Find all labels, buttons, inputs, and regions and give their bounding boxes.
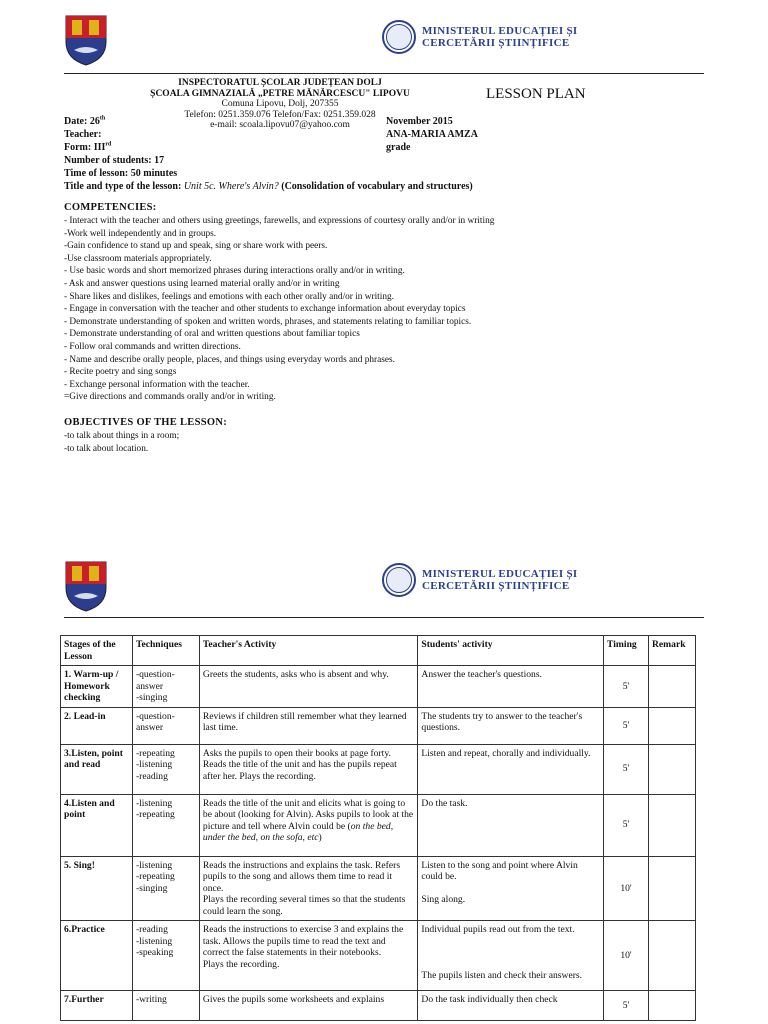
header-divider bbox=[64, 617, 704, 618]
stage-cell: 3.Listen, point and read bbox=[61, 744, 133, 794]
timing-cell: 5' bbox=[604, 744, 649, 794]
techniques-cell: -question-answer -singing bbox=[132, 666, 199, 708]
competency-item: - Ask and answer questions using learned material orally and/or in writing bbox=[64, 278, 340, 289]
competency-item: - Engage in conversation with the teacher and other students to exchange information about everyday topics bbox=[64, 304, 466, 315]
column-header: Techniques bbox=[132, 636, 199, 666]
competency-item: =Give directions and commands orally and/or in writing. bbox=[64, 392, 276, 403]
date-value: November 2015 bbox=[386, 116, 453, 127]
stage-cell: 4.Listen and point bbox=[61, 794, 133, 856]
remark-cell bbox=[648, 991, 695, 1021]
students-activity-cell: Do the task individually then check bbox=[418, 991, 604, 1021]
ministry-name-line1: MINISTERUL EDUCAȚIEI ȘI bbox=[422, 568, 578, 580]
table-row bbox=[61, 921, 696, 991]
table-row bbox=[61, 856, 696, 921]
table-row bbox=[61, 666, 696, 708]
students-activity-cell: The students try to answer to the teacher's questions. bbox=[418, 707, 604, 744]
form-label: Form: IIIrd bbox=[64, 141, 112, 153]
teacher-activity-cell: Reads the instructions to exercise 3 and explains the task. Allows the pupils time to read the text and correct the false statements in their notebooks. Plays the recording. bbox=[199, 921, 418, 991]
ministry-logo bbox=[382, 563, 577, 597]
timing-cell: 10' bbox=[604, 921, 649, 991]
techniques-cell: -writing bbox=[132, 991, 199, 1021]
ministry-logo bbox=[382, 20, 577, 54]
ministry-seal-icon bbox=[382, 20, 416, 54]
competencies-heading: COMPETENCIES: bbox=[64, 202, 157, 213]
column-header: Teacher's Activity bbox=[199, 636, 418, 666]
competency-item: - Exchange personal information with the teacher. bbox=[64, 379, 250, 390]
table-row bbox=[61, 991, 696, 1021]
ministry-seal-icon bbox=[382, 563, 416, 597]
column-header: Timing bbox=[604, 636, 649, 666]
techniques-cell: -question-answer bbox=[132, 707, 199, 744]
column-header: Remark bbox=[648, 636, 695, 666]
competency-item: -Gain confidence to stand up and speak, sing or share work with peers. bbox=[64, 241, 328, 252]
competency-item: -Work well independently and in groups. bbox=[64, 228, 217, 239]
column-header: Students' activity bbox=[418, 636, 604, 666]
competency-item: - Recite poetry and sing songs bbox=[64, 367, 177, 378]
competency-item: - Demonstrate understanding of spoken and written words, phrases, and statements relating to familiar topics. bbox=[64, 316, 472, 327]
techniques-cell: -reading -listening -speaking bbox=[132, 921, 199, 991]
remark-cell bbox=[648, 744, 695, 794]
teacher-label: Teacher: bbox=[64, 129, 102, 140]
teacher-activity-cell: Greets the students, asks who is absent and why. bbox=[199, 666, 418, 708]
page-title: LESSON PLAN bbox=[486, 86, 586, 102]
table-row bbox=[61, 744, 696, 794]
lesson-title: Title and type of the lesson: Unit 5c. Where's Alvin? (Consolidation of vocabulary and structures) bbox=[64, 181, 473, 192]
stage-cell: 1. Warm-up / Homework checking bbox=[61, 666, 133, 708]
timing-cell: 5' bbox=[604, 794, 649, 856]
competency-item: - Use basic words and short memorized phrases during interactions orally and/or in writing. bbox=[64, 266, 405, 277]
teacher-value: ANA-MARIA AMZA bbox=[386, 129, 478, 140]
competency-item: - Interact with the teacher and others using greetings, farewells, and expressions of courtesy orally and/or in writing bbox=[64, 216, 495, 226]
competencies-list bbox=[64, 215, 494, 404]
ministry-name-line2: CERCETĂRII ȘTIINȚIFICE bbox=[422, 37, 570, 49]
school-email: e-mail: scoala.lipovu07@yahoo.com bbox=[210, 120, 350, 130]
students-activity-cell: Do the task. bbox=[418, 794, 604, 856]
lesson-plan-table bbox=[60, 635, 696, 1021]
timing-cell: 5' bbox=[604, 666, 649, 708]
column-header: Stages of the Lesson bbox=[61, 636, 133, 666]
ministry-name-line1: MINISTERUL EDUCAȚIEI ȘI bbox=[422, 25, 578, 37]
students-activity-cell: Listen to the song and point where Alvin could be. Sing along. bbox=[418, 856, 604, 921]
form-value: grade bbox=[386, 142, 411, 153]
stage-cell: 6.Practice bbox=[61, 921, 133, 991]
students-activity-cell: Listen and repeat, chorally and individually. bbox=[418, 744, 604, 794]
competency-item: - Demonstrate understanding of oral and written questions about familiar topics bbox=[64, 329, 360, 340]
lesson-time: Time of lesson: 50 minutes bbox=[64, 168, 178, 179]
teacher-activity-cell: Reads the title of the unit and elicits what is going to be about (looking for Alvin). Asks pupils to look at the picture and tell where Alvin could be (on the bed, under the bed, on the sofa, etc) bbox=[199, 794, 418, 856]
students-activity-cell: Individual pupils read out from the text. The pupils listen and check their answers. bbox=[418, 921, 604, 991]
students-count: Number of students: 17 bbox=[64, 155, 165, 166]
timing-cell: 10' bbox=[604, 856, 649, 921]
table-row bbox=[61, 707, 696, 744]
remark-cell bbox=[648, 794, 695, 856]
remark-cell bbox=[648, 921, 695, 991]
teacher-activity-cell: Gives the pupils some worksheets and explains bbox=[199, 991, 418, 1021]
table-header-row bbox=[61, 636, 696, 666]
teacher-activity-cell: Asks the pupils to open their books at page forty. Reads the title of the unit and has the pupils repeat after her. Plays the recording. bbox=[199, 744, 418, 794]
objective-item: -to talk about things in a room; bbox=[64, 431, 180, 441]
county-crest bbox=[64, 560, 108, 612]
header-divider bbox=[64, 73, 704, 74]
stage-cell: 7.Further bbox=[61, 991, 133, 1021]
objectives-list bbox=[64, 430, 179, 455]
date-label: Date: 26th bbox=[64, 115, 106, 127]
students-activity-cell: Answer the teacher's questions. bbox=[418, 666, 604, 708]
stage-cell: 2. Lead-in bbox=[61, 707, 133, 744]
stage-cell: 5. Sing! bbox=[61, 856, 133, 921]
techniques-cell: -listening -repeating -singing bbox=[132, 856, 199, 921]
competency-item: - Follow oral commands and written directions. bbox=[64, 341, 241, 352]
teacher-activity-cell: Reviews if children still remember what they learned last time. bbox=[199, 707, 418, 744]
competency-item: -Use classroom materials appropriately. bbox=[64, 253, 212, 264]
remark-cell bbox=[648, 856, 695, 921]
timing-cell: 5' bbox=[604, 991, 649, 1021]
school-phone: Telefon: 0251.359.076 Telefon/Fax: 0251.359.028 bbox=[184, 109, 376, 120]
table-row bbox=[61, 794, 696, 856]
school-name: ȘCOALA GIMNAZIALĂ „PETRE MĂNĂRCESCU" LIPOVU bbox=[150, 88, 410, 99]
objective-item: -to talk about location. bbox=[64, 443, 149, 454]
county-crest bbox=[64, 14, 108, 66]
remark-cell bbox=[648, 666, 695, 708]
competency-item: - Name and describe orally people, places, and things using everyday words and phrases. bbox=[64, 354, 395, 365]
timing-cell: 5' bbox=[604, 707, 649, 744]
competency-item: - Share likes and dislikes, feelings and emotions with each other orally and/or in writing. bbox=[64, 291, 394, 302]
ministry-name-line2: CERCETĂRII ȘTIINȚIFICE bbox=[422, 580, 570, 592]
inspectorate-name: INSPECTORATUL ȘCOLAR JUDEȚEAN DOLJ bbox=[178, 78, 382, 88]
techniques-cell: -listening -repeating bbox=[132, 794, 199, 856]
techniques-cell: -repeating -listening -reading bbox=[132, 744, 199, 794]
objectives-heading: OBJECTIVES OF THE LESSON: bbox=[64, 417, 228, 428]
teacher-activity-cell: Reads the instructions and explains the task. Refers pupils to the song and allows them time to read it once. Plays the recording several times so that the students could learn the song. bbox=[199, 856, 418, 921]
school-address: Comuna Lipovu, Dolj, 207355 bbox=[221, 99, 339, 109]
remark-cell bbox=[648, 707, 695, 744]
